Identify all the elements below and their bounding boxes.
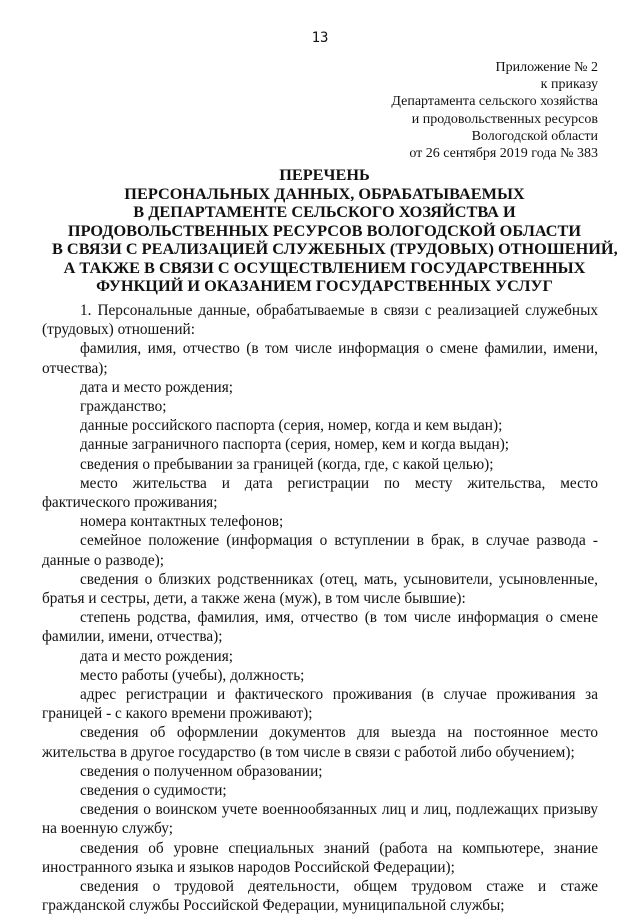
section-paragraph: 1. Персональные данные, обрабатываемые в связи с реализацией служебных (трудовых) отношений: xyxy=(42,302,598,339)
appendix-block xyxy=(391,59,598,162)
list-item: фамилия, имя, отчество (в том числе информация о смене фамилии, имени, отчества); xyxy=(42,340,598,377)
list-item: гражданство; xyxy=(80,398,167,416)
list-item: сведения о полученном образовании; xyxy=(80,762,323,780)
document-title xyxy=(52,165,618,296)
list-item: место работы (учебы), должность; xyxy=(80,666,305,684)
list-item: дата и место рождения; xyxy=(80,378,233,396)
appendix-line: от 26 сентября 2019 года № 383 xyxy=(409,146,598,162)
page-number: 13 xyxy=(311,30,329,46)
title-line: ПРОДОВОЛЬСТВЕННЫХ РЕСУРСОВ ВОЛОГОДСКОЙ ОБЛАСТИ xyxy=(67,220,582,240)
list-item: данные заграничного паспорта (серия, номер, кем и когда выдан); xyxy=(80,436,510,454)
list-item: номера контактных телефонов; xyxy=(80,513,284,531)
list-item: сведения об уровне специальных знаний (работа на компьютере, знание иностранного языка и языков народов Российской Федерации); xyxy=(42,839,598,876)
title-line: ПЕРЕЧЕНЬ xyxy=(279,165,370,184)
appendix-line: Вологодской области xyxy=(471,128,598,144)
list-item: семейное положение (информация о вступлении в брак, в случае развода - данные о разводе); xyxy=(42,532,598,569)
appendix-line: и продовольственных ресурсов xyxy=(411,111,598,127)
list-item: адрес регистрации и фактического проживания (в случае проживания за границей - с какого времени проживают); xyxy=(42,686,598,723)
appendix-line: Департамента сельского хозяйства xyxy=(391,94,598,110)
list-item: сведения о трудовой деятельности, общем трудовом стаже и стаже гражданской службы Российской Федерации, муниципальной службы; xyxy=(42,878,598,915)
list-item: сведения о судимости; xyxy=(80,782,227,800)
title-line: В СВЯЗИ С РЕАЛИЗАЦИЕЙ СЛУЖЕБНЫХ (ТРУДОВЫХ) ОТНОШЕНИЙ, xyxy=(52,239,618,258)
list-item: дата и место рождения; xyxy=(80,647,233,665)
title-line: В ДЕПАРТАМЕНТЕ СЕЛЬСКОГО ХОЗЯЙСТВА И xyxy=(133,202,516,221)
title-line: ПЕРСОНАЛЬНЫХ ДАННЫХ, ОБРАБАТЫВАЕМЫХ xyxy=(124,183,525,203)
title-line: А ТАКЖЕ В СВЯЗИ С ОСУЩЕСТВЛЕНИЕМ ГОСУДАРСТВЕННЫХ xyxy=(63,257,586,277)
list-item: данные российского паспорта (серия, номер, когда и кем выдан); xyxy=(80,417,503,435)
list-item: место жительства и дата регистрации по месту жительства, место фактического проживания; xyxy=(42,474,598,512)
title-line: ФУНКЦИЙ И ОКАЗАНИЕМ ГОСУДАРСТВЕННЫХ УСЛУГ xyxy=(96,276,553,295)
appendix-line: Приложение № 2 xyxy=(495,60,598,75)
appendix-line: к приказу xyxy=(540,77,598,93)
list-item: сведения о близких родственниках (отец, мать, усыновители, усыновленные, братья и сестры, дети, а также жена (муж), в том числе бывшие): xyxy=(42,570,598,608)
list-item: степень родства, фамилия, имя, отчество (в том числе информация о смене фамилии, имени, отчества); xyxy=(42,609,598,646)
list-item: сведения о воинском учете военнообязанных лиц и лиц, подлежащих призыву на военную службу; xyxy=(42,801,598,838)
list-item: сведения о пребывании за границей (когда, где, с какой целью); xyxy=(80,455,494,473)
document-body xyxy=(42,301,598,916)
list-item: сведения об оформлении документов для выезда на постоянное место жительства в другое государство (в том числе в связи с работой либо обучением); xyxy=(42,724,598,761)
